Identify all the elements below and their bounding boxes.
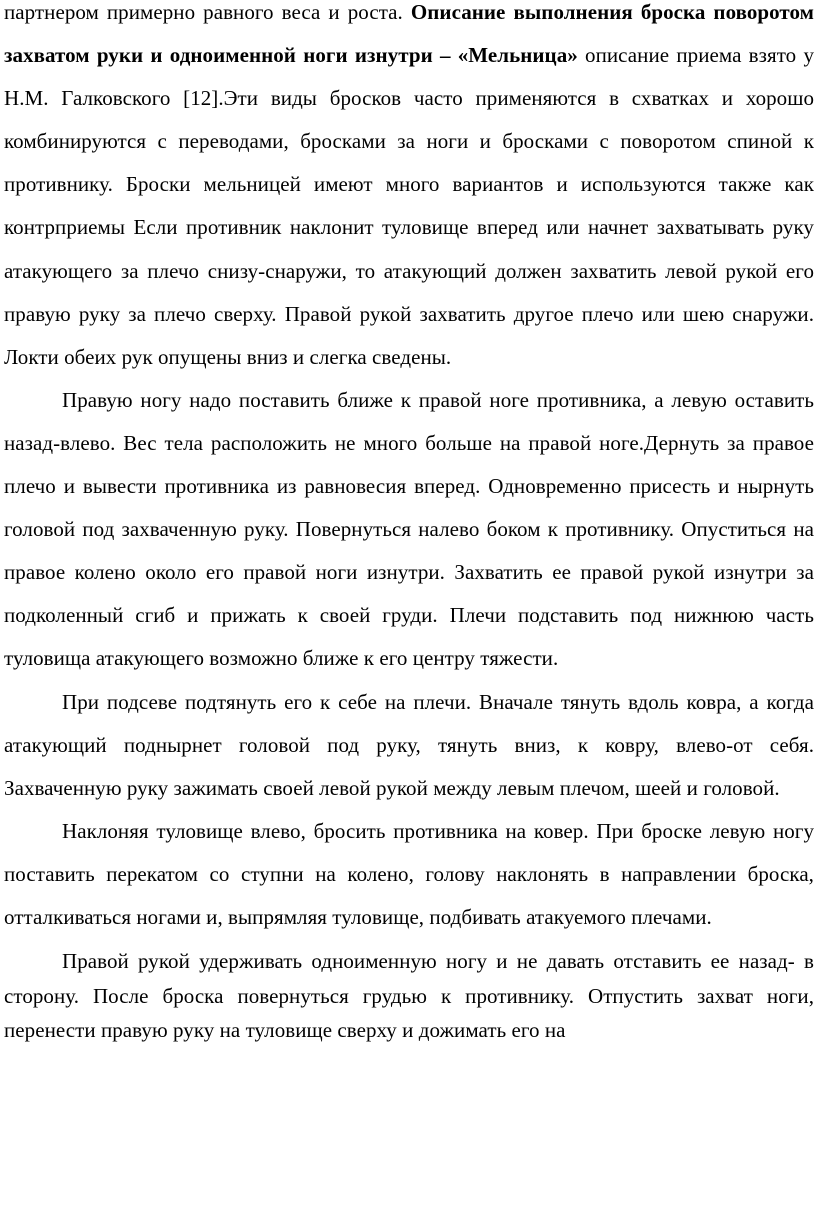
- paragraph-1: [4, 0, 814, 379]
- document-page: [4, 0, 814, 1048]
- section-heading: Описание выполнения броска поворотом захватом руки и одноименной ноги изнутри – «Мельница»: [4, 0, 815, 68]
- paragraph-5: Правой рукой удерживать одноименную ногу и не давать отставить ее назад- в сторону. После броска повернуться грудью к противнику. Отпустить захват ноги, перенести правую руку на туловище сверху и дожимать его на: [4, 949, 814, 1043]
- paragraph-1-body: описание приема взято у Н.М. Галковского [12].Эти виды бросков часто применяются в схватках и хорошо комбинируются с переводами, бросками за ноги и бросками с поворотом спиной к противнику. Броски мельницей имеют много вариантов и используются также как контрприемы Если противник наклонит туловище вперед или начнет захватывать руку атакующего за плечо снизу-снаружи, то атакующий должен захватить левой рукой его правую руку за плечо сверху. Правой рукой захватить другое плечо или шею снаружи. Локти обеих рук опущены вниз и слегка сведены.: [4, 43, 814, 369]
- paragraph-1-intro: партнером примерно равного веса и роста.: [4, 0, 411, 24]
- paragraph-2: Правую ногу надо поставить ближе к правой ноге противника, а левую оставить назад-влево. Вес тела расположить не много больше на правой ноге.Дернуть за правое плечо и вывести противника из равновесия вперед. Одновременно присесть и нырнуть головой под захваченную руку. Повернуться налево боком к противнику. Опуститься на правое колено около его правой ноги изнутри. Захватить ее правой рукой изнутри за подколенный сгиб и прижать к своей груди. Плечи подставить под нижнюю часть туловища атакующего возможно ближе к его центру тяжести.: [4, 387, 814, 671]
- paragraph-3: При подсеве подтянуть его к себе на плечи. Вначале тянуть вдоль ковра, а когда атакующий поднырнет головой под руку, тянуть вниз, к ковру, влево-от себя. Захваченную руку зажимать своей левой рукой между левым плечом, шеей и головой.: [4, 689, 814, 800]
- paragraph-4: Наклоняя туловище влево, бросить противника на ковер. При броске левую ногу поставить перекатом со ступни на колено, голову наклонять в направлении броска, отталкиваться ногами и, выпрямляя туловище, подбивать атакуемого плечами.: [4, 818, 814, 929]
